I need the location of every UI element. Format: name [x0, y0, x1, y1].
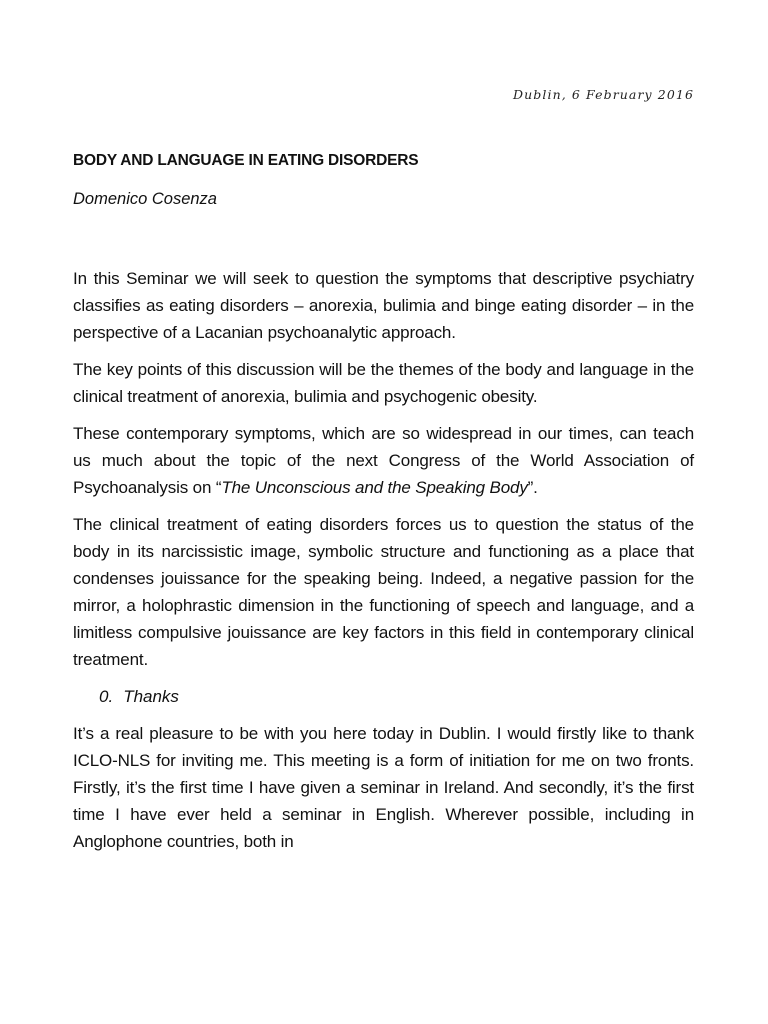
- paragraph-congress: [73, 420, 694, 501]
- congress-title: The Unconscious and the Speaking Body: [221, 478, 528, 497]
- section-number: 0.: [99, 687, 114, 706]
- paragraph-congress-end: ”.: [527, 478, 538, 497]
- paragraph-congress-text: These contemporary symptoms, which are so widespread in our times, can teach us much about the topic of the next Congress of the World Association of Psychoanalysis on “: [73, 424, 694, 497]
- section-title: Thanks: [123, 687, 179, 706]
- document-title: BODY AND LANGUAGE IN EATING DISORDERS: [73, 152, 419, 169]
- paragraph-key-points: The key points of this discussion will be the themes of the body and language in the clinical treatment of anorexia, bulimia and psychogenic obesity.: [73, 360, 694, 406]
- paragraph-thanks: It’s a real pleasure to be with you here today in Dublin. I would firstly like to thank ICLO-NLS for inviting me. This meeting is a form of initiation for me on two fronts. Firstly, it’s the first time I have given a seminar in Ireland. And secondly, it’s the first time I have ever held a seminar in English. Wherever possible, including in Anglophone countries, both in: [73, 724, 694, 851]
- document-body: [73, 265, 694, 865]
- section-heading: [99, 683, 694, 710]
- paragraph-clinical: The clinical treatment of eating disorders forces us to question the status of the body in its narcissistic image, symbolic structure and functioning as a place that condenses jouissance for the speaking being. Indeed, a negative passion for the mirror, a holophrastic dimension in the functioning of speech and language, and a limitless compulsive jouissance are key factors in this field in contemporary clinical treatment.: [73, 515, 694, 669]
- author-name: Domenico Cosenza: [73, 190, 217, 208]
- dateline: Dublin, 6 February 2016: [513, 87, 694, 102]
- paragraph-intro: In this Seminar we will seek to question the symptoms that descriptive psychiatry classifies as eating disorders – anorexia, bulimia and binge eating disorder – in the perspective of a Lacanian psychoanalytic approach.: [73, 269, 694, 342]
- document-page: [73, 0, 694, 1024]
